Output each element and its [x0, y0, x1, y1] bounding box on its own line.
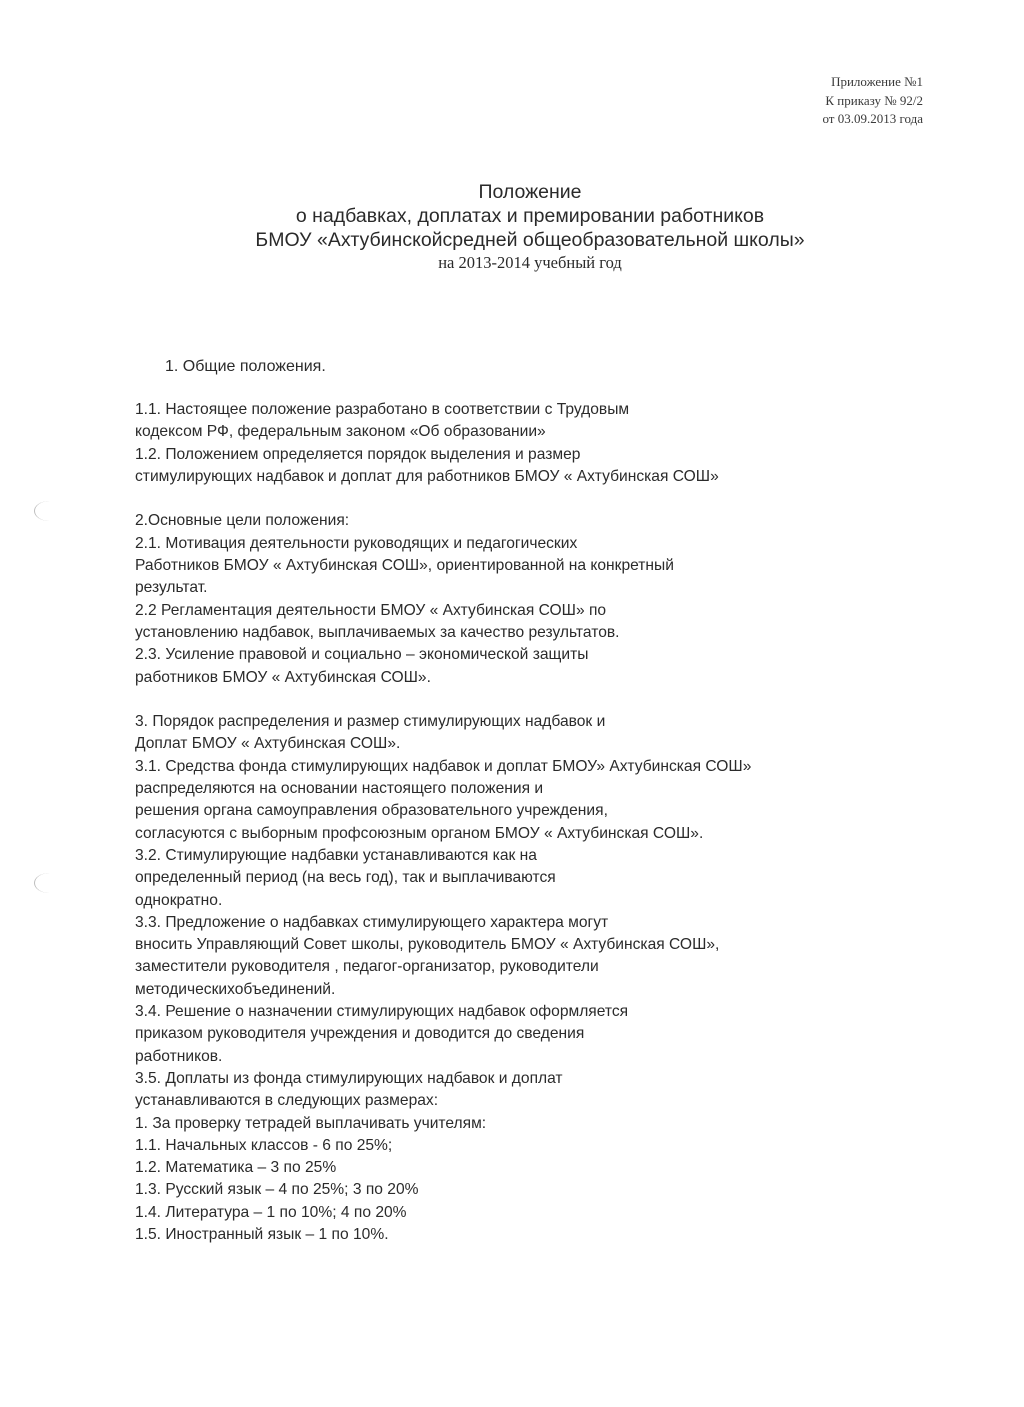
body-line: результат. — [135, 579, 208, 597]
document-title — [0, 180, 1024, 274]
title-line-1: Положение — [478, 181, 582, 203]
punch-hole-mark — [34, 501, 65, 521]
body-line: заместители руководителя , педагог-организатор, руководители — [135, 958, 599, 976]
punch-hole-mark — [34, 873, 65, 893]
body-line: стимулирующих надбавок и доплат для работников БМОУ « Ахтубинская СОШ» — [135, 467, 719, 485]
title-line-2: о надбавках, доплатах и премировании работников — [295, 205, 765, 227]
body-line: 1.2. Математика – 3 по 25% — [135, 1159, 337, 1177]
body-text — [135, 399, 895, 1246]
title-line-3: БМОУ «Ахтубинскойсредней общеобразовательной школы» — [255, 229, 805, 251]
body-line: распределяются на основании настоящего положения и — [135, 780, 544, 798]
body-line: 1.4. Литература – 1 по 10%; 4 по 20% — [135, 1203, 407, 1221]
annex-reference — [822, 73, 923, 129]
body-line: приказом руководителя учреждения и доводится до сведения — [135, 1025, 585, 1043]
body-line: кодексом РФ, федеральным законом «Об образовании» — [135, 423, 546, 441]
body-line: 1.5. Иностранный язык – 1 по 10%. — [135, 1225, 389, 1243]
body-line: 3.3. Предложение о надбавках стимулирующего характера могут — [135, 913, 609, 931]
body-line: согласуются с выборным профсоюзным органом БМОУ « Ахтубинская СОШ». — [135, 824, 704, 842]
body-line: 3.1. Средства фонда стимулирующих надбавок и доплат БМОУ» Ахтубинская СОШ» — [135, 757, 752, 775]
body-line: устанавливаются в следующих размерах: — [135, 1092, 439, 1110]
body-line: 2.Основные цели положения: — [135, 512, 350, 530]
body-line: вносить Управляющий Совет школы, руководитель БМОУ « Ахтубинская СОШ», — [135, 936, 720, 954]
section-1-heading: 1. Общие положения. — [165, 358, 326, 375]
body-line: 1. За проверку тетрадей выплачивать учителям: — [135, 1114, 487, 1132]
body-line: 3.2. Стимулирующие надбавки устанавливаются как на — [135, 846, 537, 864]
body-line: 1.1. Настоящее положение разработано в соответствии с Трудовым — [135, 401, 630, 418]
body-line: 2.1. Мотивация деятельности руководящих и педагогических — [135, 534, 578, 552]
annex-number: Приложение №1 — [831, 74, 923, 89]
body-line: работников. — [135, 1047, 223, 1065]
paragraph-gap — [135, 488, 895, 510]
body-line: установлению надбавок, выплачиваемых за качество результатов. — [135, 623, 620, 641]
body-line: однократно. — [135, 891, 223, 909]
body-line: 1.3. Русский язык – 4 по 25%; 3 по 20% — [135, 1181, 419, 1199]
body-line: определенный период (на весь год), так и выплачиваются — [135, 869, 556, 887]
body-line: 3.4. Решение о назначении стимулирующих надбавок оформляется — [135, 1003, 629, 1021]
body-line: 2.2 Регламентация деятельности БМОУ « Ахтубинская СОШ» по — [135, 601, 607, 619]
order-date: от 03.09.2013 года — [822, 111, 923, 126]
body-line: решения органа самоуправления образовательного учреждения, — [135, 802, 608, 820]
body-line: методическихобъединений. — [135, 980, 336, 998]
body-line: 2.3. Усиление правовой и социально – экономической защиты — [135, 646, 589, 664]
body-line: Доплат БМОУ « Ахтубинская СОШ». — [135, 735, 401, 753]
body-line: 3.5. Доплаты из фонда стимулирующих надбавок и доплат — [135, 1069, 563, 1087]
body-line: 1.2. Положением определяется порядок выделения и размер — [135, 445, 581, 463]
paragraph-gap — [135, 689, 895, 711]
body-line: работников БМОУ « Ахтубинская СОШ». — [135, 668, 431, 686]
body-line: Работников БМОУ « Ахтубинская СОШ», ориентированной на конкретный — [135, 557, 674, 575]
title-line-4: на 2013-2014 учебный год — [438, 253, 622, 272]
body-line: 3. Порядок распределения и размер стимулирующих надбавок и — [135, 713, 606, 731]
body-line: 1.1. Начальных классов - 6 по 25%; — [135, 1136, 393, 1154]
order-number: К приказу № 92/2 — [825, 92, 923, 108]
